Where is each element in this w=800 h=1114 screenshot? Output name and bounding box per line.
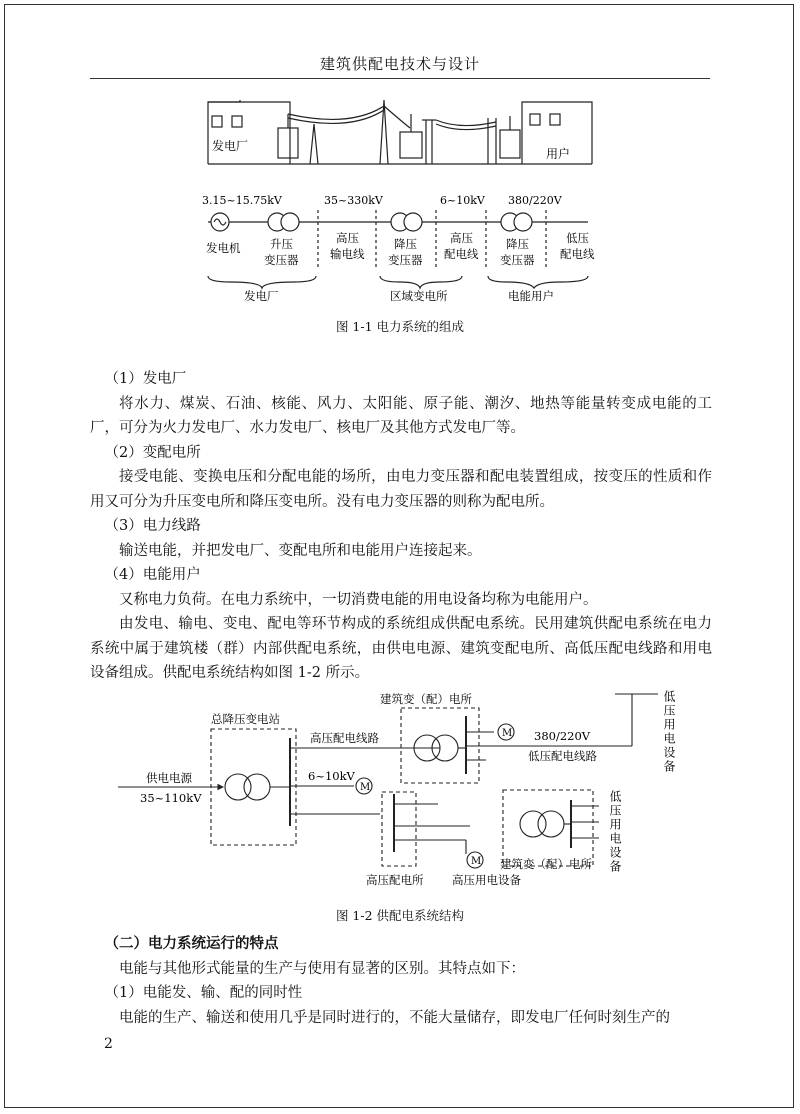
section-heading: （4）电能用户	[104, 567, 201, 583]
paragraph: 电能的生产、输送和使用几乎是同时进行的，不能大量储存，即发电厂任何时刻生产的	[119, 1009, 670, 1026]
fig2-label-lv-line: 低压配电线路	[528, 749, 597, 763]
fig2-label-hv-line: 高压配电线路	[310, 731, 379, 745]
fig2-label-building-sub-bottom: 建筑变（配）电所	[500, 857, 592, 871]
page-number: 2	[104, 1036, 113, 1052]
fig2-label-building-sub-top: 建筑变（配）电所	[380, 692, 472, 706]
fig1-plant-label: 发电厂	[212, 139, 249, 153]
fig1-component: 发电机	[206, 241, 241, 255]
body-text-section-2	[90, 932, 712, 1030]
fig1-group: 发电厂	[244, 289, 279, 303]
section-heading: （1）发电厂	[104, 371, 187, 387]
fig2-label-mid-voltage: 6~10kV	[308, 769, 355, 783]
fig2-motor-label: M	[360, 782, 371, 793]
body-text-section-1	[90, 367, 712, 686]
fig2-label-supply-voltage: 35~110kV	[140, 791, 202, 805]
fig2-label-main-station: 总降压变电站	[211, 712, 280, 726]
figure-1-2-caption: 图 1-2 供配电系统结构	[335, 908, 465, 923]
figure-1-2	[118, 676, 688, 898]
fig1-voltage: 6~10kV	[440, 194, 485, 207]
fig2-motor-label: M	[471, 856, 482, 867]
paragraph: 输送电能，并把发电厂、变配电所和电能用户连接起来。	[119, 542, 482, 559]
section-heading: （二）电力系统运行的特点	[104, 935, 279, 952]
fig1-component: 高压	[450, 231, 473, 245]
fig1-group: 区域变电所	[390, 289, 448, 303]
fig2-label-hv-dist: 高压配电所	[366, 873, 424, 887]
power-system-illustration	[208, 100, 592, 164]
header-rule	[90, 78, 710, 79]
fig2-motor-label: M	[502, 728, 513, 739]
fig1-user-label: 用户	[546, 147, 571, 161]
fig1-component: 高压	[336, 231, 359, 245]
running-header: 建筑供配电技术与设计	[319, 55, 480, 73]
section-heading: （2）变配电所	[104, 444, 201, 461]
fig2-label-hv-equipment: 高压用电设备	[452, 873, 521, 887]
fig1-component: 变压器	[500, 253, 535, 267]
figure-1-1	[200, 100, 600, 305]
fig2-label-lv-voltage: 380/220V	[534, 729, 591, 743]
fig2-label-lv-equipment-right: 低压用电设备	[608, 790, 622, 874]
fig1-component: 降压	[394, 237, 417, 251]
fig1-component: 变压器	[264, 253, 299, 267]
fig1-voltage: 3.15~15.75kV	[202, 194, 282, 207]
fig1-component: 低压	[566, 231, 589, 245]
fig1-group: 电能用户	[508, 289, 554, 303]
paragraph: 电能与其他形式能量的生产与使用有显著的区别。其特点如下：	[119, 960, 525, 977]
fig1-component: 降压	[506, 237, 529, 251]
fig1-component: 变压器	[388, 253, 423, 267]
paragraph: 又称电力负荷。在电力系统中，一切消费电能的用电设备均称为电能用户。	[119, 591, 598, 608]
fig2-label-lv-equipment-top: 低压用电设备	[662, 690, 676, 774]
section-heading: （1）电能发、输、配的同时性	[104, 985, 303, 1001]
fig1-component: 配电线	[560, 247, 595, 261]
paragraph: 由发电、输电、变电、配电等环节构成的系统组成供配电系统。民用建筑供配电系统在电力系统中属于建筑楼（群）内部供配电系统，由供电电源、建筑变配电所、高低压配电线路和用电设备组成。供配电系统结构如图 1-2 所示。	[90, 616, 712, 681]
paragraph: 将水力、煤炭、石油、核能、风力、太阳能、原子能、潮汐、地热等能量转变成电能的工厂，可分为火力发电厂、水力发电厂、核电厂及其他方式发电厂等。	[90, 395, 712, 436]
paragraph: 接受电能、变换电压和分配电能的场所，由电力变压器和配电装置组成，按变压的性质和作用又可分为升压变电所和降压变电所。没有电力变压器的则称为配电所。	[90, 469, 712, 510]
fig1-component: 升压	[270, 237, 293, 251]
fig2-label-supply: 供电电源	[146, 771, 192, 785]
section-heading: （3）电力线路	[104, 518, 201, 534]
fig1-component: 配电线	[444, 247, 479, 261]
fig1-voltage: 380/220V	[508, 194, 562, 207]
fig1-voltage: 35~330kV	[324, 194, 383, 207]
figure-1-1-caption: 图 1-1 电力系统的组成	[335, 319, 465, 334]
fig1-component: 输电线	[330, 247, 365, 261]
